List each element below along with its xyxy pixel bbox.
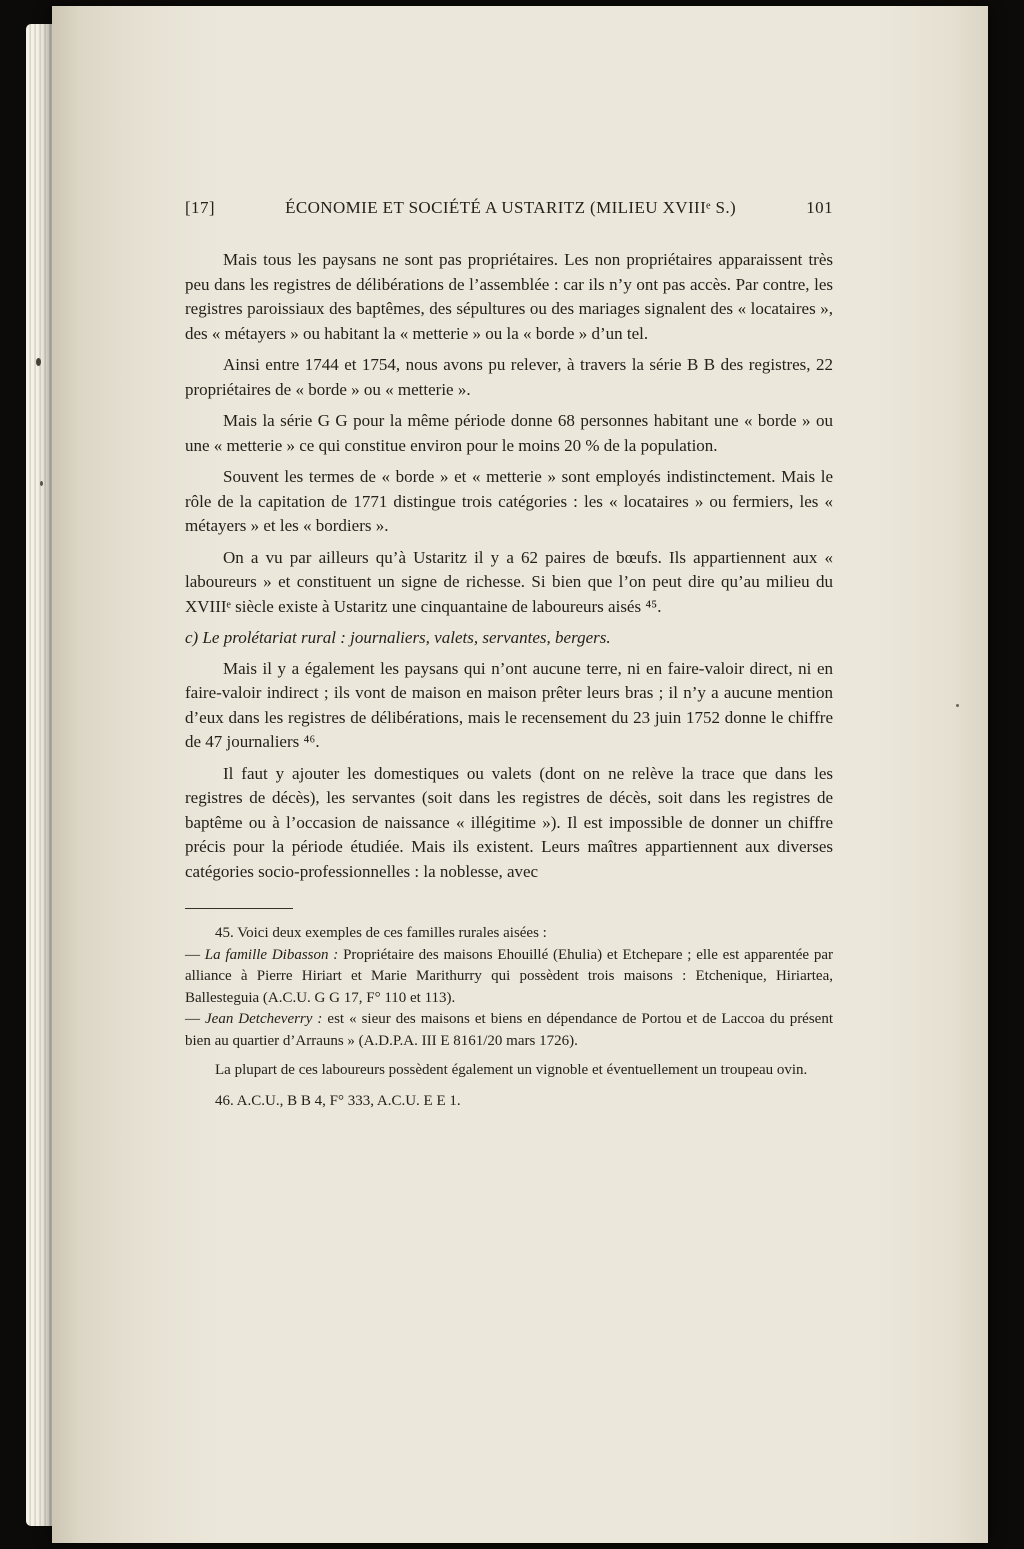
body-paragraph: Mais la série G G pour la même période donne 68 personnes habitant une « borde » ou une « metterie » ce qui constitue environ pour le moins 20 % de la population. [185, 411, 833, 455]
body-paragraph: Il faut y ajouter les domestiques ou valets (dont on ne relève la trace que dans les registres de décès), les servantes (soit dans les registres de décès, soit dans les registres de baptême ou à l’occasion de naissance « illégitime »). Il est impossible de donner un chiffre précis pour la période étudiée. Mais ils existent. Leurs maîtres appartiennent aux diverses catégories socio-professionnelles : la noblesse, avec [185, 763, 833, 881]
ink-speck [36, 358, 41, 366]
footnote-item-detcheverry [185, 1009, 833, 1052]
running-head [185, 198, 833, 218]
body-paragraph: Mais il y a également les paysans qui n’ont aucune terre, ni en faire-valoir direct, ni en faire-valoir indirect ; ils vont de maison en maison prêter leurs bras ; il n’y a aucune mention d’eux dans les registres de délibérations, mais le recensement du 23 juin 1752 donne le chiffre de 47 journaliers ⁴⁶. [185, 658, 833, 751]
footnote-family-name: La famille Dibasson : [204, 946, 344, 963]
body-paragraph: Souvent les termes de « borde » et « metterie » sont employés indistinctement. Mais le rôle de la capitation de 1771 distingue trois catégories : les « locataires » ou fermiers, les « métayers » et les « bordiers ». [185, 467, 833, 535]
footnote-closing: La plupart de ces laboureurs possèdent également un vignoble et éventuellement un troupeau ovin. [215, 1062, 808, 1078]
footnotes-section [185, 908, 833, 1112]
footnote-46: 46. A.C.U., B B 4, F° 333, A.C.U. E E 1. [215, 1092, 461, 1109]
text-column [185, 6, 833, 1112]
footnote-item-text: Propriétaire des maisons Ehouillé (Ehulia) et Etchepare ; elle est apparentée par alliance à Pierre Hiriart et Marie Marithurry qui possèdent trois maisons : Etchenique, Hiriartea, Ballesteguia (A.C.U. G G 17, F° 110 et 113). [185, 946, 833, 1006]
body-paragraph: Ainsi entre 1744 et 1754, nous avons pu relever, à travers la série B B des registres, 22 propriétaires de « borde » ou « metterie ». [185, 355, 833, 399]
footnote-item-text: est « sieur des maisons et biens en dépendance de Portou et de Laccoa du présent bien au quartier d’Arrauns » (A.D.P.A. III E 8161/20 mars 1726). [185, 1011, 834, 1049]
body-paragraph: On a vu par ailleurs qu’à Ustaritz il y a 62 paires de bœufs. Ils appartiennent aux « laboureurs » et constituent un signe de richesse. Si bien que l’on peut dire qu’au milieu du XVIIIᵉ siècle existe à Ustaritz une cinquantaine de laboureurs aisés ⁴⁵. [185, 547, 833, 616]
running-head-page-number: 101 [806, 198, 833, 217]
running-head-bracket: [17] [185, 198, 215, 217]
footnote-45-intro: 45. Voici deux exemples de ces familles rurales aisées : [215, 925, 547, 941]
footnote-family-name: Jean Detcheverry : [205, 1011, 328, 1027]
section-heading: c) Le prolétariat rural : journaliers, valets, servantes, bergers. [185, 628, 611, 647]
ink-speck [40, 481, 43, 486]
footnote-separator [185, 908, 293, 909]
footnote-dash: — [185, 1011, 205, 1027]
body-text [185, 248, 833, 884]
running-head-title: ÉCONOMIE ET SOCIÉTÉ A USTARITZ (MILIEU XVIIIᵉ S.) [285, 198, 737, 217]
footnote-dash: — [185, 946, 205, 963]
footnote-item-dibasson [185, 945, 833, 1010]
body-paragraph: Mais tous les paysans ne sont pas propriétaires. Les non propriétaires apparaissent très peu dans les registres de délibérations de l’assemblée : car ils n’y ont pas accès. Par contre, les registres paroissiaux des baptêmes, des sépultures ou des mariages signalent des « locataires », des « métayers » ou habitant la « metterie » ou la « borde » d’un tel. [185, 250, 833, 343]
ink-speck [956, 704, 959, 707]
scanned-page [52, 6, 988, 1543]
